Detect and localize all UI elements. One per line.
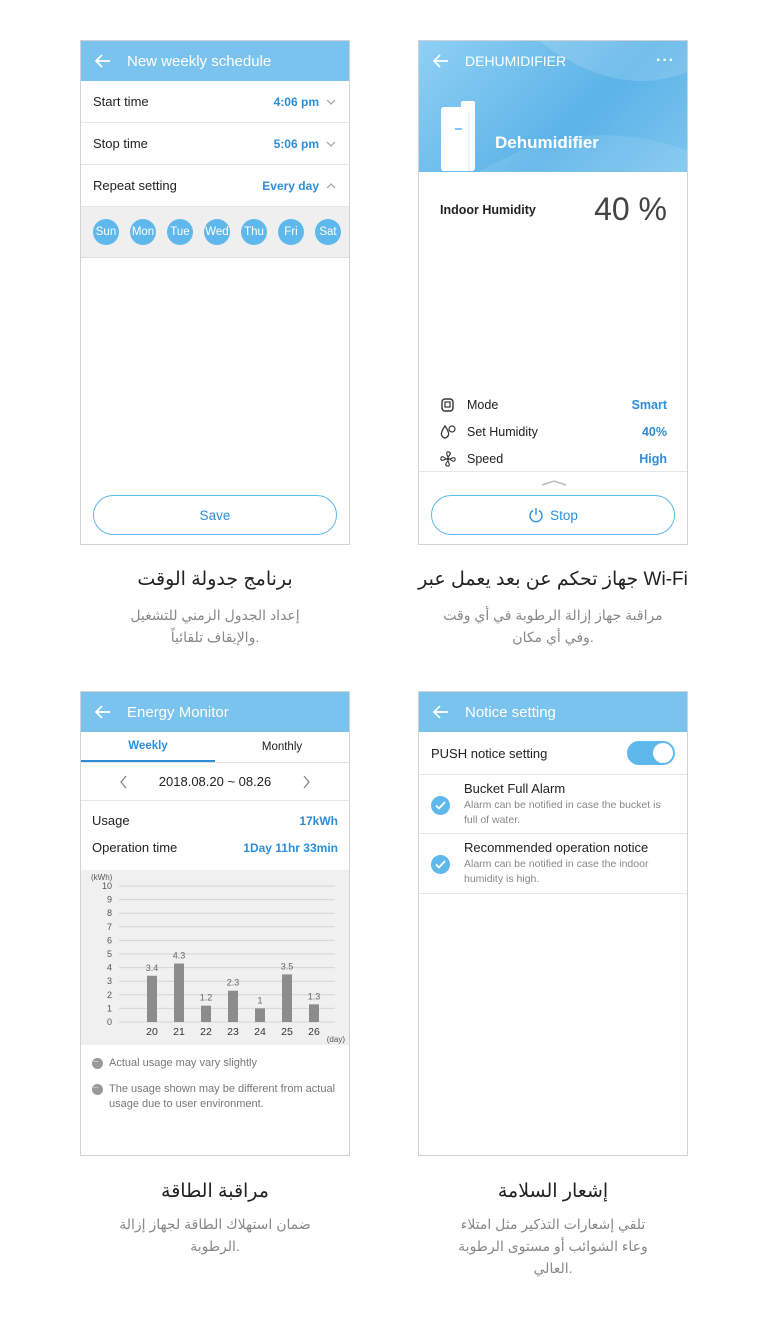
start-time-label: Start time — [93, 94, 149, 109]
day-thu[interactable]: Thu — [241, 219, 267, 245]
caption-1-subtitle — [80, 604, 350, 648]
note-item — [81, 1082, 349, 1112]
x-axis-unit-label: (day) — [326, 1035, 345, 1044]
x-tick-label: 22 — [200, 1026, 212, 1038]
speed-label: Speed — [467, 451, 504, 466]
energy-monitor-screen — [80, 691, 350, 1156]
push-notice-label: PUSH notice setting — [431, 745, 548, 761]
set-humidity-label: Set Humidity — [467, 424, 538, 439]
schedule-header — [81, 41, 349, 81]
start-time-value: 4:06 pm — [273, 94, 319, 109]
speech-bubble-icon — [92, 1058, 103, 1069]
tab-monthly[interactable]: Monthly — [261, 741, 303, 753]
day-sun[interactable]: Sun — [93, 219, 119, 245]
x-tick-label: 23 — [227, 1026, 239, 1038]
indoor-humidity-value: 40 % — [594, 191, 667, 227]
page-title: New weekly schedule — [127, 52, 272, 70]
speed-row[interactable] — [439, 445, 667, 472]
x-tick-label: 26 — [308, 1026, 320, 1038]
caption-3-line-1: ضمان استهلاك الطاقة لجهاز إزالة — [119, 1216, 311, 1232]
x-tick-label: 20 — [146, 1026, 158, 1038]
dehumidifier-device-icon — [439, 99, 479, 171]
back-arrow-icon[interactable] — [95, 705, 113, 719]
caption-1-line-1: إعداد الجدول الزمني للتشغيل — [130, 607, 300, 623]
y-tick-label: 2 — [106, 989, 112, 1000]
day-selector — [81, 207, 349, 258]
expand-handle-icon[interactable] — [540, 479, 568, 487]
speed-value: High — [639, 451, 667, 466]
period-tabs — [81, 732, 349, 763]
bar-value-label: 2.3 — [226, 977, 240, 988]
caption-4-line-3: العالي. — [533, 1260, 573, 1276]
repeat-setting-row[interactable] — [81, 165, 349, 207]
set-humidity-value: 40% — [641, 424, 667, 439]
y-tick-label: 6 — [106, 935, 112, 946]
humidity-readout — [440, 191, 667, 228]
operation-time-value: 1Day 11hr 33min — [243, 840, 338, 855]
notice-item-title: Bucket Full Alarm — [464, 781, 566, 796]
y-tick-label: 3 — [106, 976, 112, 987]
bar — [147, 976, 157, 1022]
y-tick-label: 5 — [106, 949, 112, 959]
chevron-down-icon — [325, 138, 337, 150]
chart-area — [81, 870, 349, 1045]
y-tick-label: 7 — [106, 921, 112, 932]
caption-4-line-1: تلقي إشعارات التذكير مثل امتلاء — [460, 1216, 646, 1232]
notice-item-title: Recommended operation notice — [464, 840, 649, 855]
stop-button-label: Stop — [550, 507, 578, 523]
caption-4-subtitle — [408, 1213, 698, 1279]
stop-time-row[interactable] — [81, 123, 349, 165]
save-button[interactable] — [93, 495, 337, 535]
usage-row — [81, 807, 349, 834]
notice-header — [419, 692, 687, 732]
caption-3-title: مراقبة الطاقة — [161, 1181, 269, 1202]
bar-value-label: 4.3 — [172, 950, 186, 961]
operation-time-label: Operation time — [92, 840, 178, 855]
stop-time-label: Stop time — [93, 136, 148, 151]
back-arrow-icon[interactable] — [433, 54, 451, 68]
y-tick-label: 1 — [106, 1003, 112, 1014]
y-tick-label: 8 — [106, 908, 112, 919]
toggle-knob — [653, 743, 673, 763]
notice-item-recommended-operation[interactable] — [419, 834, 687, 894]
bar-value-label: 3.5 — [280, 961, 294, 972]
bar — [228, 991, 238, 1022]
chevron-left-icon[interactable] — [119, 775, 129, 789]
device-name: Dehumidifier — [495, 133, 599, 152]
y-axis-unit-label: (kWh) — [91, 873, 113, 882]
indoor-humidity-label: Indoor Humidity — [440, 202, 536, 217]
repeat-setting-label: Repeat setting — [93, 178, 177, 193]
start-time-row[interactable] — [81, 81, 349, 123]
caption-4-title: إشعار السلامة — [497, 1181, 609, 1202]
day-fri[interactable]: Fri — [278, 219, 304, 245]
caption-2-title: جهاز تحكم عن بعد يعمل عبر Wi-Fi — [418, 569, 688, 590]
caption-3-subtitle — [80, 1213, 350, 1257]
caption-1-title: برنامج جدولة الوقت — [137, 569, 293, 590]
back-arrow-icon[interactable] — [95, 54, 113, 68]
chevron-up-icon — [325, 180, 337, 192]
note-text: Actual usage may vary slightly — [109, 1057, 257, 1069]
set-humidity-row[interactable] — [439, 418, 667, 445]
bar — [174, 964, 184, 1022]
x-tick-label: 21 — [173, 1026, 185, 1038]
bar-value-label: 3.4 — [145, 962, 159, 973]
checkbox-checked-icon[interactable] — [431, 796, 450, 815]
bar-value-label: 1 — [257, 995, 263, 1006]
date-range: 2018.08.20 ~ 08.26 — [158, 774, 272, 789]
usage-value: 17kWh — [299, 813, 338, 828]
day-tue[interactable]: Tue — [167, 219, 193, 245]
stop-button[interactable] — [431, 495, 675, 535]
x-tick-label: 25 — [281, 1026, 293, 1038]
schedule-screen — [80, 40, 350, 545]
usage-label: Usage — [92, 813, 130, 828]
notice-item-bucket-full[interactable] — [419, 775, 687, 834]
note-text: The usage shown may be different from actual usage due to user environment. — [109, 1083, 336, 1110]
mode-label: Mode — [467, 397, 499, 412]
page-title: Energy Monitor — [127, 703, 229, 721]
x-tick-label: 24 — [254, 1026, 266, 1038]
notice-item-description: Alarm can be notified in case the indoor humidity is high. — [464, 858, 649, 885]
notes — [81, 1056, 349, 1112]
mode-row[interactable] — [439, 391, 667, 418]
day-wed[interactable]: Wed — [204, 219, 230, 245]
date-navigator — [81, 763, 349, 801]
caption-1-line-2: والإيقاف تلقائياً. — [170, 629, 260, 645]
energy-header — [81, 692, 349, 732]
note-item — [81, 1056, 349, 1071]
chevron-down-icon — [325, 96, 337, 108]
power-icon — [528, 507, 544, 523]
push-notice-toggle[interactable] — [627, 741, 675, 765]
mode-value: Smart — [631, 397, 667, 412]
humidity-drop-icon — [439, 424, 457, 440]
y-tick-label: 9 — [106, 894, 112, 905]
caption-4-line-2: وعاء الشوائب أو مستوى الرطوبة — [458, 1238, 648, 1254]
bar — [282, 974, 292, 1022]
save-button-label: Save — [199, 507, 231, 523]
notice-setting-screen — [418, 691, 688, 1156]
mode-icon — [439, 397, 457, 413]
operation-time-row — [81, 834, 349, 861]
y-tick-label: 0 — [106, 1017, 112, 1027]
bar — [309, 1004, 319, 1022]
push-notice-row — [419, 732, 687, 775]
stop-time-value: 5:06 pm — [273, 136, 319, 151]
settings-list — [439, 391, 667, 472]
bar-value-label: 1.3 — [307, 991, 321, 1002]
checkbox-checked-icon[interactable] — [431, 855, 450, 874]
y-tick-label: 4 — [106, 962, 112, 973]
notice-item-description: Alarm can be notified in case the bucket is full of water. — [464, 799, 661, 826]
day-mon[interactable]: Mon — [130, 219, 156, 245]
more-options-icon[interactable]: ··· — [656, 52, 675, 69]
divider — [419, 471, 687, 472]
speech-bubble-icon — [92, 1084, 103, 1095]
page-title: Notice setting — [465, 703, 556, 721]
caption-3-line-2: الرطوبة. — [190, 1238, 240, 1254]
device-type-title: DEHUMIDIFIER — [465, 53, 567, 69]
bar — [201, 1006, 211, 1022]
chevron-right-icon[interactable] — [301, 775, 311, 789]
caption-2-subtitle — [388, 604, 718, 648]
caption-2-line-1: مراقبة جهاز إزالة الرطوبة في أي وقت — [443, 607, 663, 623]
bar-value-label: 1.2 — [199, 992, 213, 1003]
bar — [255, 1008, 265, 1022]
tab-weekly[interactable]: Weekly — [81, 732, 215, 762]
back-arrow-icon[interactable] — [433, 705, 451, 719]
caption-2-line-2: وفي أي مكان. — [512, 629, 594, 645]
fan-icon — [439, 451, 457, 467]
y-tick-label: 10 — [101, 881, 112, 891]
usage-bar-chart — [81, 870, 349, 1045]
dehumidifier-screen — [418, 40, 688, 545]
device-banner — [419, 41, 687, 172]
repeat-setting-value: Every day — [262, 178, 319, 193]
day-sat[interactable]: Sat — [315, 219, 341, 245]
